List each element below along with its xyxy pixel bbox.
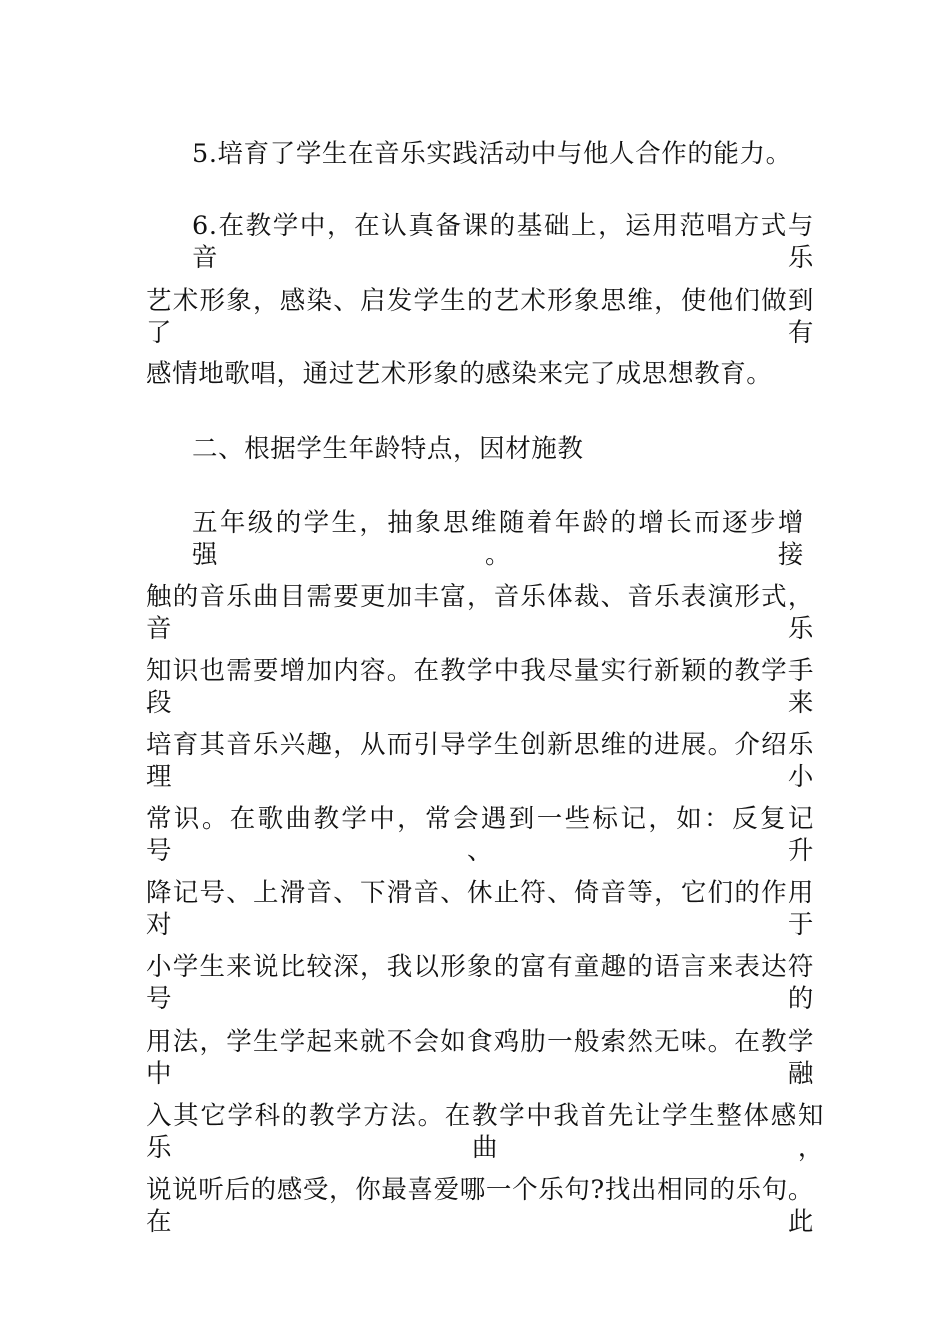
text-line-11: 降记号、上滑音、下滑音、休止符、倚音等，它们的作用对于 — [146, 878, 814, 940]
text-line-8: 知识也需要增加内容。在教学中我尽量实行新颖的教学手段来 — [146, 656, 814, 718]
text-line-3: 艺术形象，感染、启发学生的艺术形象思维，使他们做到了有 — [146, 286, 814, 348]
text-line-2: 6.在教学中，在认真备课的基础上，运用范唱方式与音乐 — [192, 211, 814, 273]
text-line-13: 用法，学生学起来就不会如食鸡肋一般索然无味。在教学中融 — [146, 1027, 814, 1089]
text-line-1: 5.培育了学生在音乐实践活动中与他人合作的能力。 — [192, 139, 792, 169]
text-line-12: 小学生来说比较深，我以形象的富有童趣的语言来表达符号的 — [146, 952, 814, 1014]
text-line-7: 触的音乐曲目需要更加丰富，音乐体裁、音乐表演形式，音乐 — [146, 582, 814, 644]
text-line-9: 培育其音乐兴趣，从而引导学生创新思维的进展。介绍乐理小 — [146, 730, 814, 792]
text-line-6: 五年级的学生，抽象思维随着年龄的增长而逐步增强。接 — [192, 508, 804, 570]
text-line-10: 常识。在歌曲教学中，常会遇到一些标记，如：反复记号、升 — [146, 804, 814, 866]
text-line-4: 感情地歌唱，通过艺术形象的感染来完了成思想教育。 — [146, 359, 773, 389]
text-line-15: 说说听后的感受，你最喜爱哪一个乐句?找出相同的乐句。在此 — [146, 1175, 814, 1237]
section-heading: 二、根据学生年龄特点，因材施教 — [192, 434, 584, 464]
text-line-14: 入其它学科的教学方法。在教学中我首先让学生整体感知乐曲， — [146, 1101, 824, 1163]
